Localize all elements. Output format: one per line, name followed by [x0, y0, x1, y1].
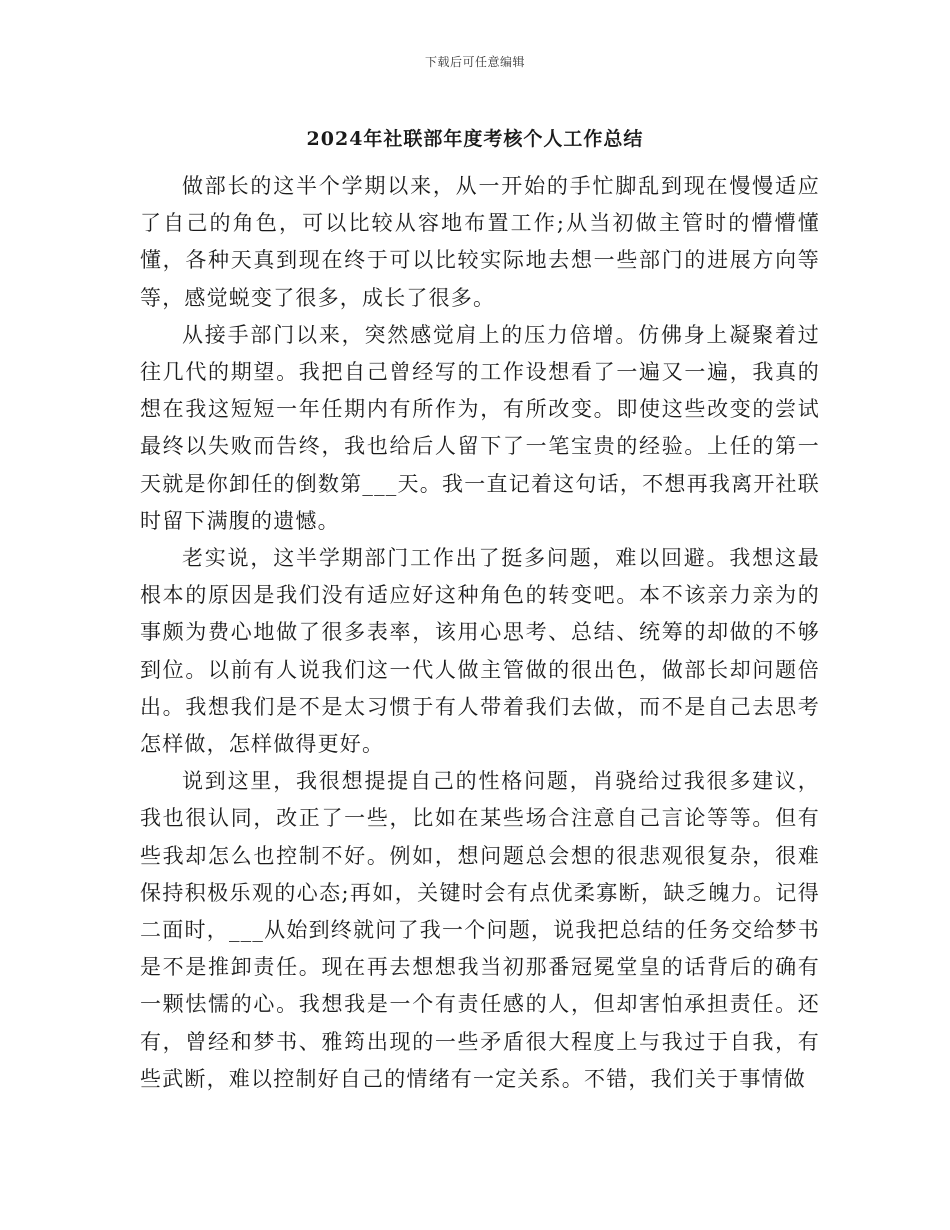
paragraph: 老实说，这半学期部门工作出了挺多问题，难以回避。我想这最根本的原因是我们没有适应好这种角色的转变吧。本不该亲力亲为的事颇为费心地做了很多表率，该用心思考、总结、统筹的却做的不够到位。以前有人说我们这一代人做主管做的很出色，做部长却问题倍出。我想我们是不是太习惯于有人带着我们去做，而不是自己去思考怎样做，怎样做得更好。 [140, 546, 820, 757]
paragraph: 说到这里，我很想提提自己的性格问题，肖骁给过我很多建议，我也很认同，改正了一些，比如在某些场合注意自己言论等等。但有些我却怎么也控制不好。例如，想问题总会想的很悲观很复杂，很难保持积极乐观的心态;再如，关键时会有点优柔寡断，缺乏魄力。记得二面时，___从始到终就问了我一个问题，说我把总结的任务交给梦书是不是推卸责任。现在再去想想我当初那番冠冕堂皇的话背后的确有一颗怯懦的心。我想我是一个有责任感的人，但却害怕承担责任。还有，曾经和梦书、雅筠出现的一些矛盾很大程度上与我过于自我，有些武断，难以控制好自己的情绪有一定关系。不错，我们关于事情做 [140, 769, 820, 1091]
paragraph: 从接手部门以来，突然感觉肩上的压力倍增。仿佛身上凝聚着过往几代的期望。我把自己曾经写的工作设想看了一遍又一遍，我真的想在我这短短一年任期内有所作为，有所改变。即使这些改变的尝试最终以失败而告终，我也给后人留下了一笔宝贵的经验。上任的第一天就是你卸任的倒数第___天。我一直记着这句话，不想再我离开社联时留下满腹的遗憾。 [140, 322, 820, 533]
paragraph: 做部长的这半个学期以来，从一开始的手忙脚乱到现在慢慢适应了自己的角色，可以比较从容地布置工作;从当初做主管时的懵懵懂懂，各种天真到现在终于可以比较实际地去想一些部门的进展方向等等，感觉蜕变了很多，成长了很多。 [140, 174, 820, 310]
document-body [140, 168, 820, 1098]
header-note: 下载后可任意编辑 [424, 55, 525, 69]
document-title: 2024年社联部年度考核个人工作总结 [306, 128, 644, 150]
